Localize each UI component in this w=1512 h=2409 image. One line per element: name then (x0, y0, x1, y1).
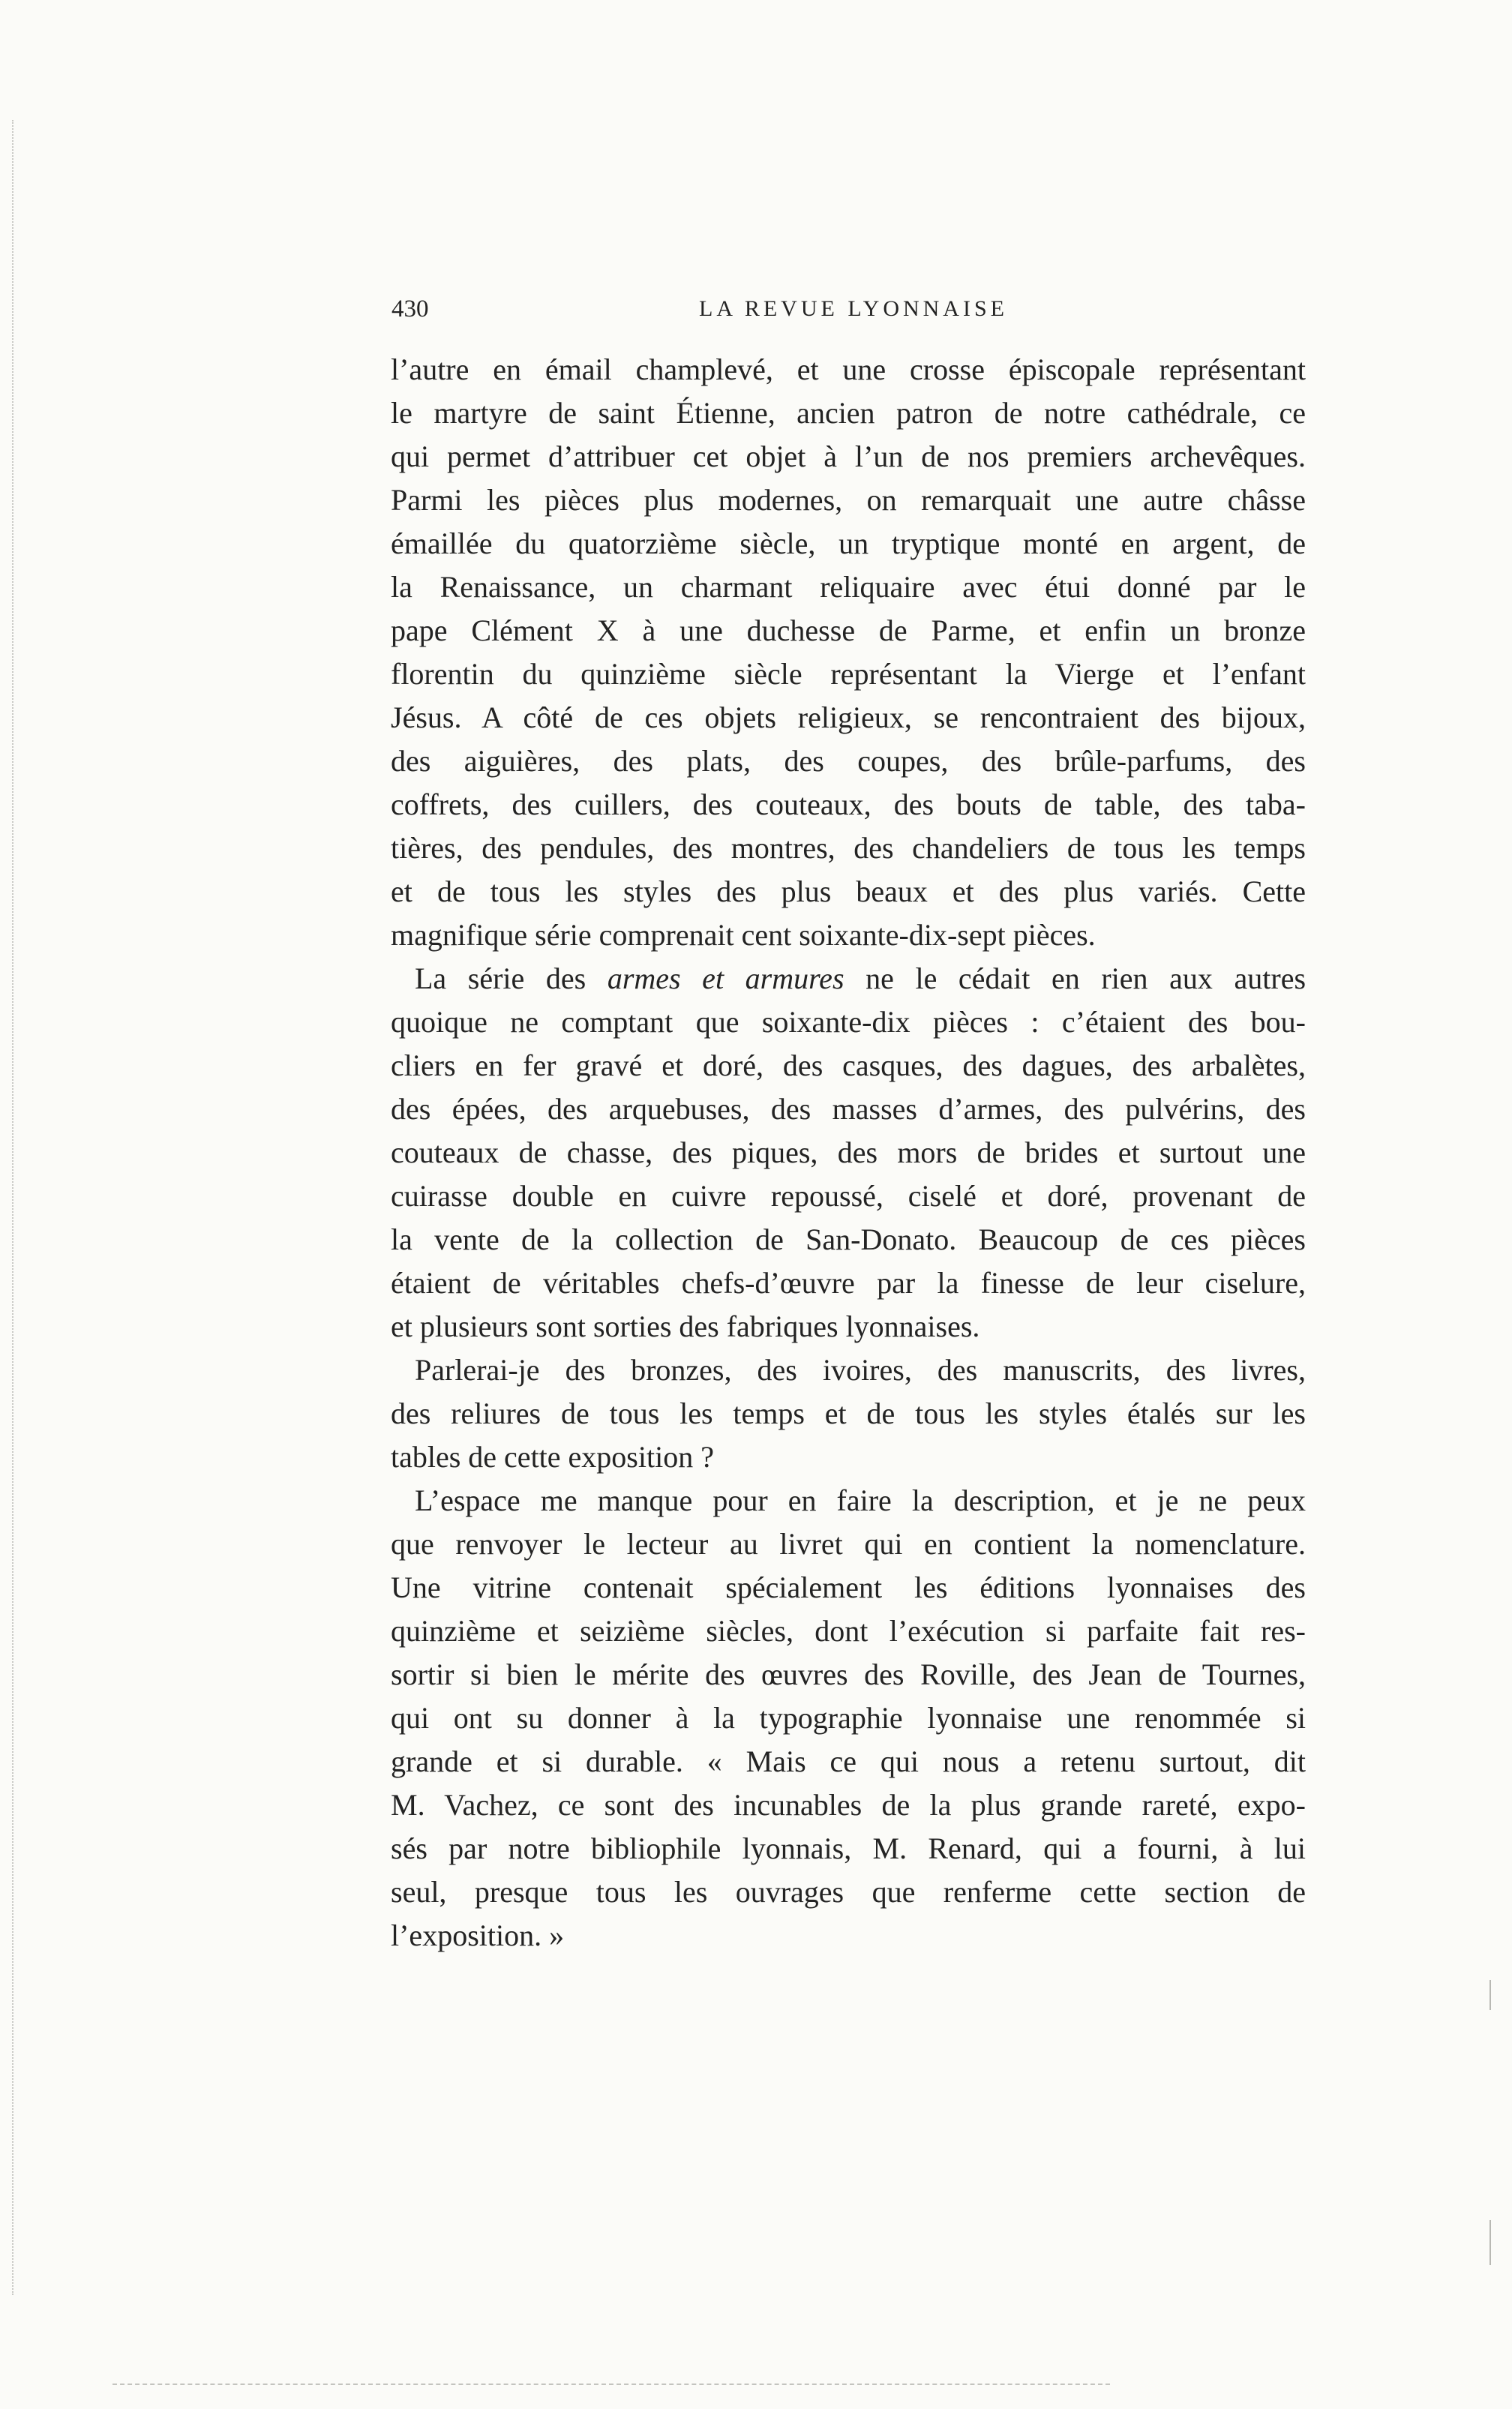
text-line: Parmi les pièces plus modernes, on remarquait une autre châsse (391, 483, 1306, 517)
text-line: pape Clément X à une duchesse de Parme, et enfin un bronze (391, 614, 1306, 647)
text-line: quinzième et seizième siècles, dont l’exécution si parfaite fait res- (391, 1614, 1306, 1648)
scan-edge-mark (112, 2384, 1110, 2385)
text-line: Une vitrine contenait spécialement les éditions lyonnaises des (391, 1570, 1306, 1604)
text-line: cliers en fer gravé et doré, des casques, des dagues, des arbalètes, (391, 1048, 1306, 1082)
text-line: l’exposition. » (391, 1918, 565, 1952)
text-segment: ne le cédait en rien aux autres (844, 962, 1306, 995)
running-title: LA REVUE LYONNAISE (699, 296, 1008, 321)
text-line: cuirasse double en cuivre repoussé, ciselé et doré, provenant de (391, 1179, 1306, 1213)
text-line: des aiguières, des plats, des coupes, des brûle-parfums, des (391, 744, 1306, 778)
text-line: des épées, des arquebuses, des masses d’armes, des pulvérins, des (391, 1092, 1306, 1126)
text-line: tières, des pendules, des montres, des chandeliers de tous les temps (391, 831, 1306, 865)
text-line: étaient de véritables chefs-d’œuvre par la finesse de leur ciselure, (391, 1266, 1306, 1300)
text-line: magnifique série comprenait cent soixante-dix-sept pièces. (391, 918, 1096, 952)
text-segment: La série des (415, 962, 608, 995)
text-line: qui ont su donner à la typographie lyonnaise une renommée si (391, 1701, 1306, 1735)
page-body (391, 348, 1306, 1958)
paragraph (391, 1348, 1306, 1479)
paragraph (391, 957, 1306, 1348)
text-line: L’espace me manque pour en faire la description, et je ne peux (415, 1484, 1306, 1517)
text-line: Jésus. A côté de ces objets religieux, se rencontraient des bijoux, (391, 700, 1306, 734)
text-line: et plusieurs sont sorties des fabriques lyonnaises. (391, 1310, 980, 1343)
text-line: des reliures de tous les temps et de tous les styles étalés sur les (391, 1396, 1306, 1430)
text-line: Parlerai-je des bronzes, des ivoires, des manuscrits, des livres, (415, 1353, 1306, 1387)
italic-text: armes et armures (607, 962, 844, 995)
scan-edge-mark (1490, 1980, 1491, 2010)
text-line: grande et si durable. « Mais ce qui nous a retenu surtout, dit (391, 1744, 1306, 1778)
page-number: 430 (392, 296, 429, 322)
text-line: que renvoyer le lecteur au livret qui en contient la nomenclature. (391, 1527, 1306, 1561)
text-line: la vente de la collection de San-Donato. Beaucoup de ces pièces (391, 1222, 1306, 1256)
paragraph (391, 1479, 1306, 1958)
paragraph (391, 348, 1306, 957)
text-line: qui permet d’attribuer cet objet à l’un de nos premiers archevêques. (391, 440, 1306, 473)
text-line: tables de cette exposition ? (391, 1440, 714, 1474)
text-line: florentin du quinzième siècle représentant la Vierge et l’enfant (391, 657, 1306, 691)
text-line: l’autre en émail champlevé, et une crosse épiscopale représentant (391, 352, 1306, 386)
text-line: M. Vachez, ce sont des incunables de la plus grande rareté, expo- (391, 1788, 1306, 1822)
text-line: quoique ne comptant que soixante-dix pièces : c’étaient des bou- (391, 1005, 1306, 1039)
text-line: coffrets, des cuillers, des couteaux, des bouts de table, des taba- (391, 788, 1306, 821)
text-line: le martyre de saint Étienne, ancien patron de notre cathédrale, ce (391, 396, 1306, 430)
scan-edge-mark (12, 120, 14, 2295)
text-line: sortir si bien le mérite des œuvres des Roville, des Jean de Tournes, (391, 1658, 1306, 1691)
text-line (391, 957, 1306, 1000)
scan-edge-mark (1490, 2220, 1491, 2265)
text-line: seul, presque tous les ouvrages que renferme cette section de (391, 1875, 1306, 1909)
text-line: émaillée du quatorzième siècle, un tryptique monté en argent, de (391, 526, 1306, 560)
text-line: et de tous les styles des plus beaux et des plus variés. Cette (391, 874, 1306, 908)
text-line: la Renaissance, un charmant reliquaire avec étui donné par le (391, 570, 1306, 604)
text-line: sés par notre bibliophile lyonnais, M. Renard, qui a fourni, à lui (391, 1832, 1306, 1865)
text-line: couteaux de chasse, des piques, des mors de brides et surtout une (391, 1136, 1306, 1169)
